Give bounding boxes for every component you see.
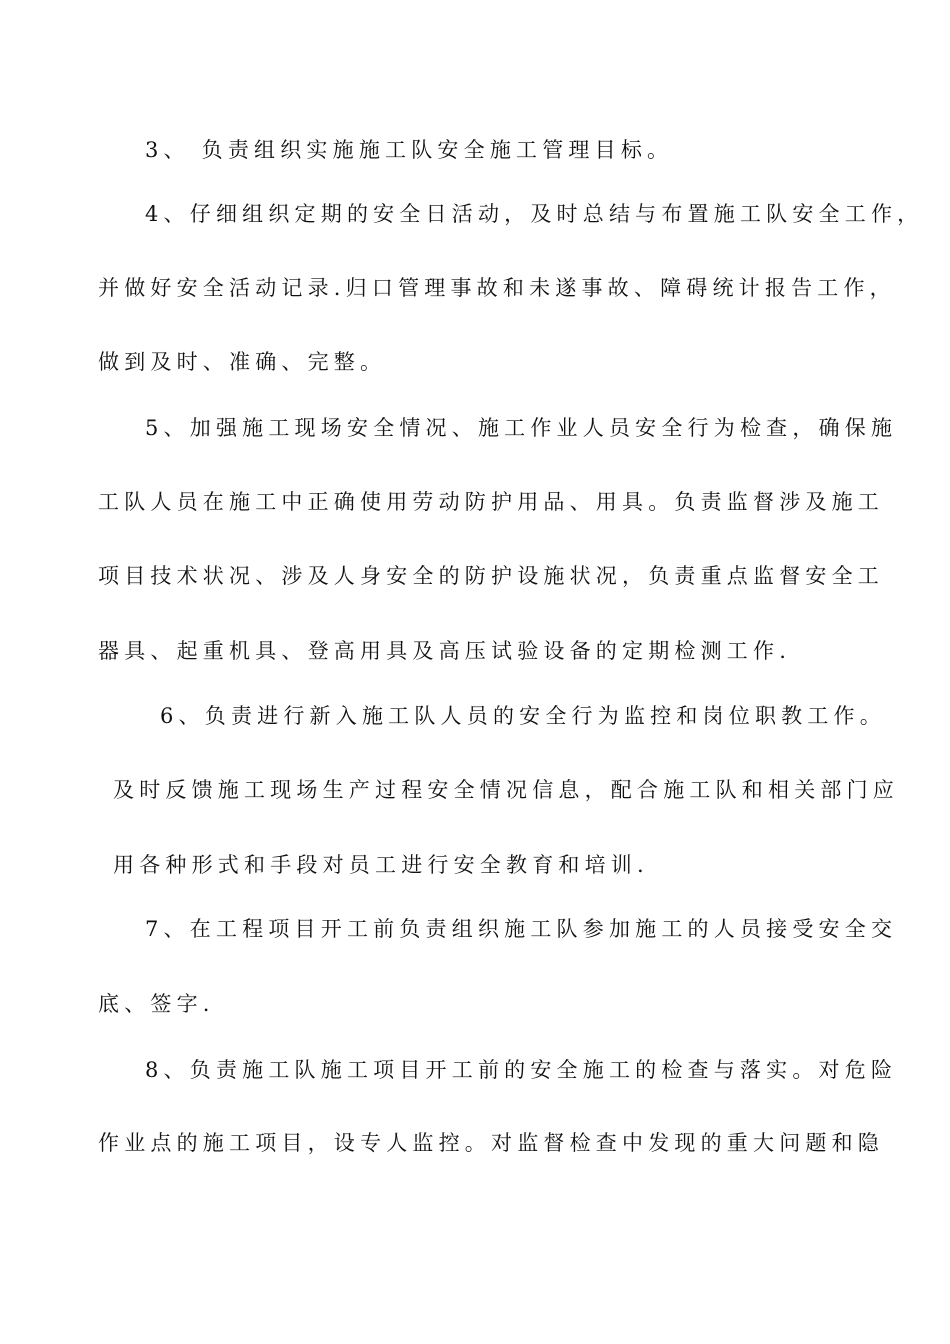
text-line: 并做好安全活动记录.归口管理事故和未遂事故、障碍统计报告工作， xyxy=(98,276,896,300)
text-line: 器具、起重机具、登高用具及高压试验设备的定期检测工作. xyxy=(98,639,792,663)
text-line: 做到及时、准确、完整。 xyxy=(98,350,387,374)
text-line: 及时反馈施工现场生产过程安全情况信息，配合施工队和相关部门应 xyxy=(113,778,899,802)
text-line: 7、在工程项目开工前负责组织施工队参加施工的人员接受安全交 xyxy=(145,917,898,941)
text-line: 4、仔细组织定期的安全日活动，及时总结与布置施工队安全工作， xyxy=(145,202,924,226)
text-line: 底、签字. xyxy=(98,992,215,1016)
text-line: 用各种形式和手段对员工进行安全教育和培训. xyxy=(113,853,649,877)
text-line: 项目技术状况、涉及人身安全的防护设施状况，负责重点监督安全工 xyxy=(98,564,884,588)
text-line: 工队人员在施工中正确使用劳动防护用品、用具。负责监督涉及施工 xyxy=(98,490,884,514)
text-line: 6、负责进行新入施工队人员的安全行为监控和岗位职教工作。 xyxy=(160,704,886,728)
text-line: 8、负责施工队施工项目开工前的安全施工的检查与落实。对危险 xyxy=(145,1058,898,1082)
text-line: 5、加强施工现场安全情况、施工作业人员安全行为检查，确保施 xyxy=(145,416,898,440)
text-line: 作业点的施工项目，设专人监控。对监督检查中发现的重大问题和隐 xyxy=(98,1131,884,1155)
text-line: 3、 负责组织实施施工队安全施工管理目标。 xyxy=(145,138,674,162)
